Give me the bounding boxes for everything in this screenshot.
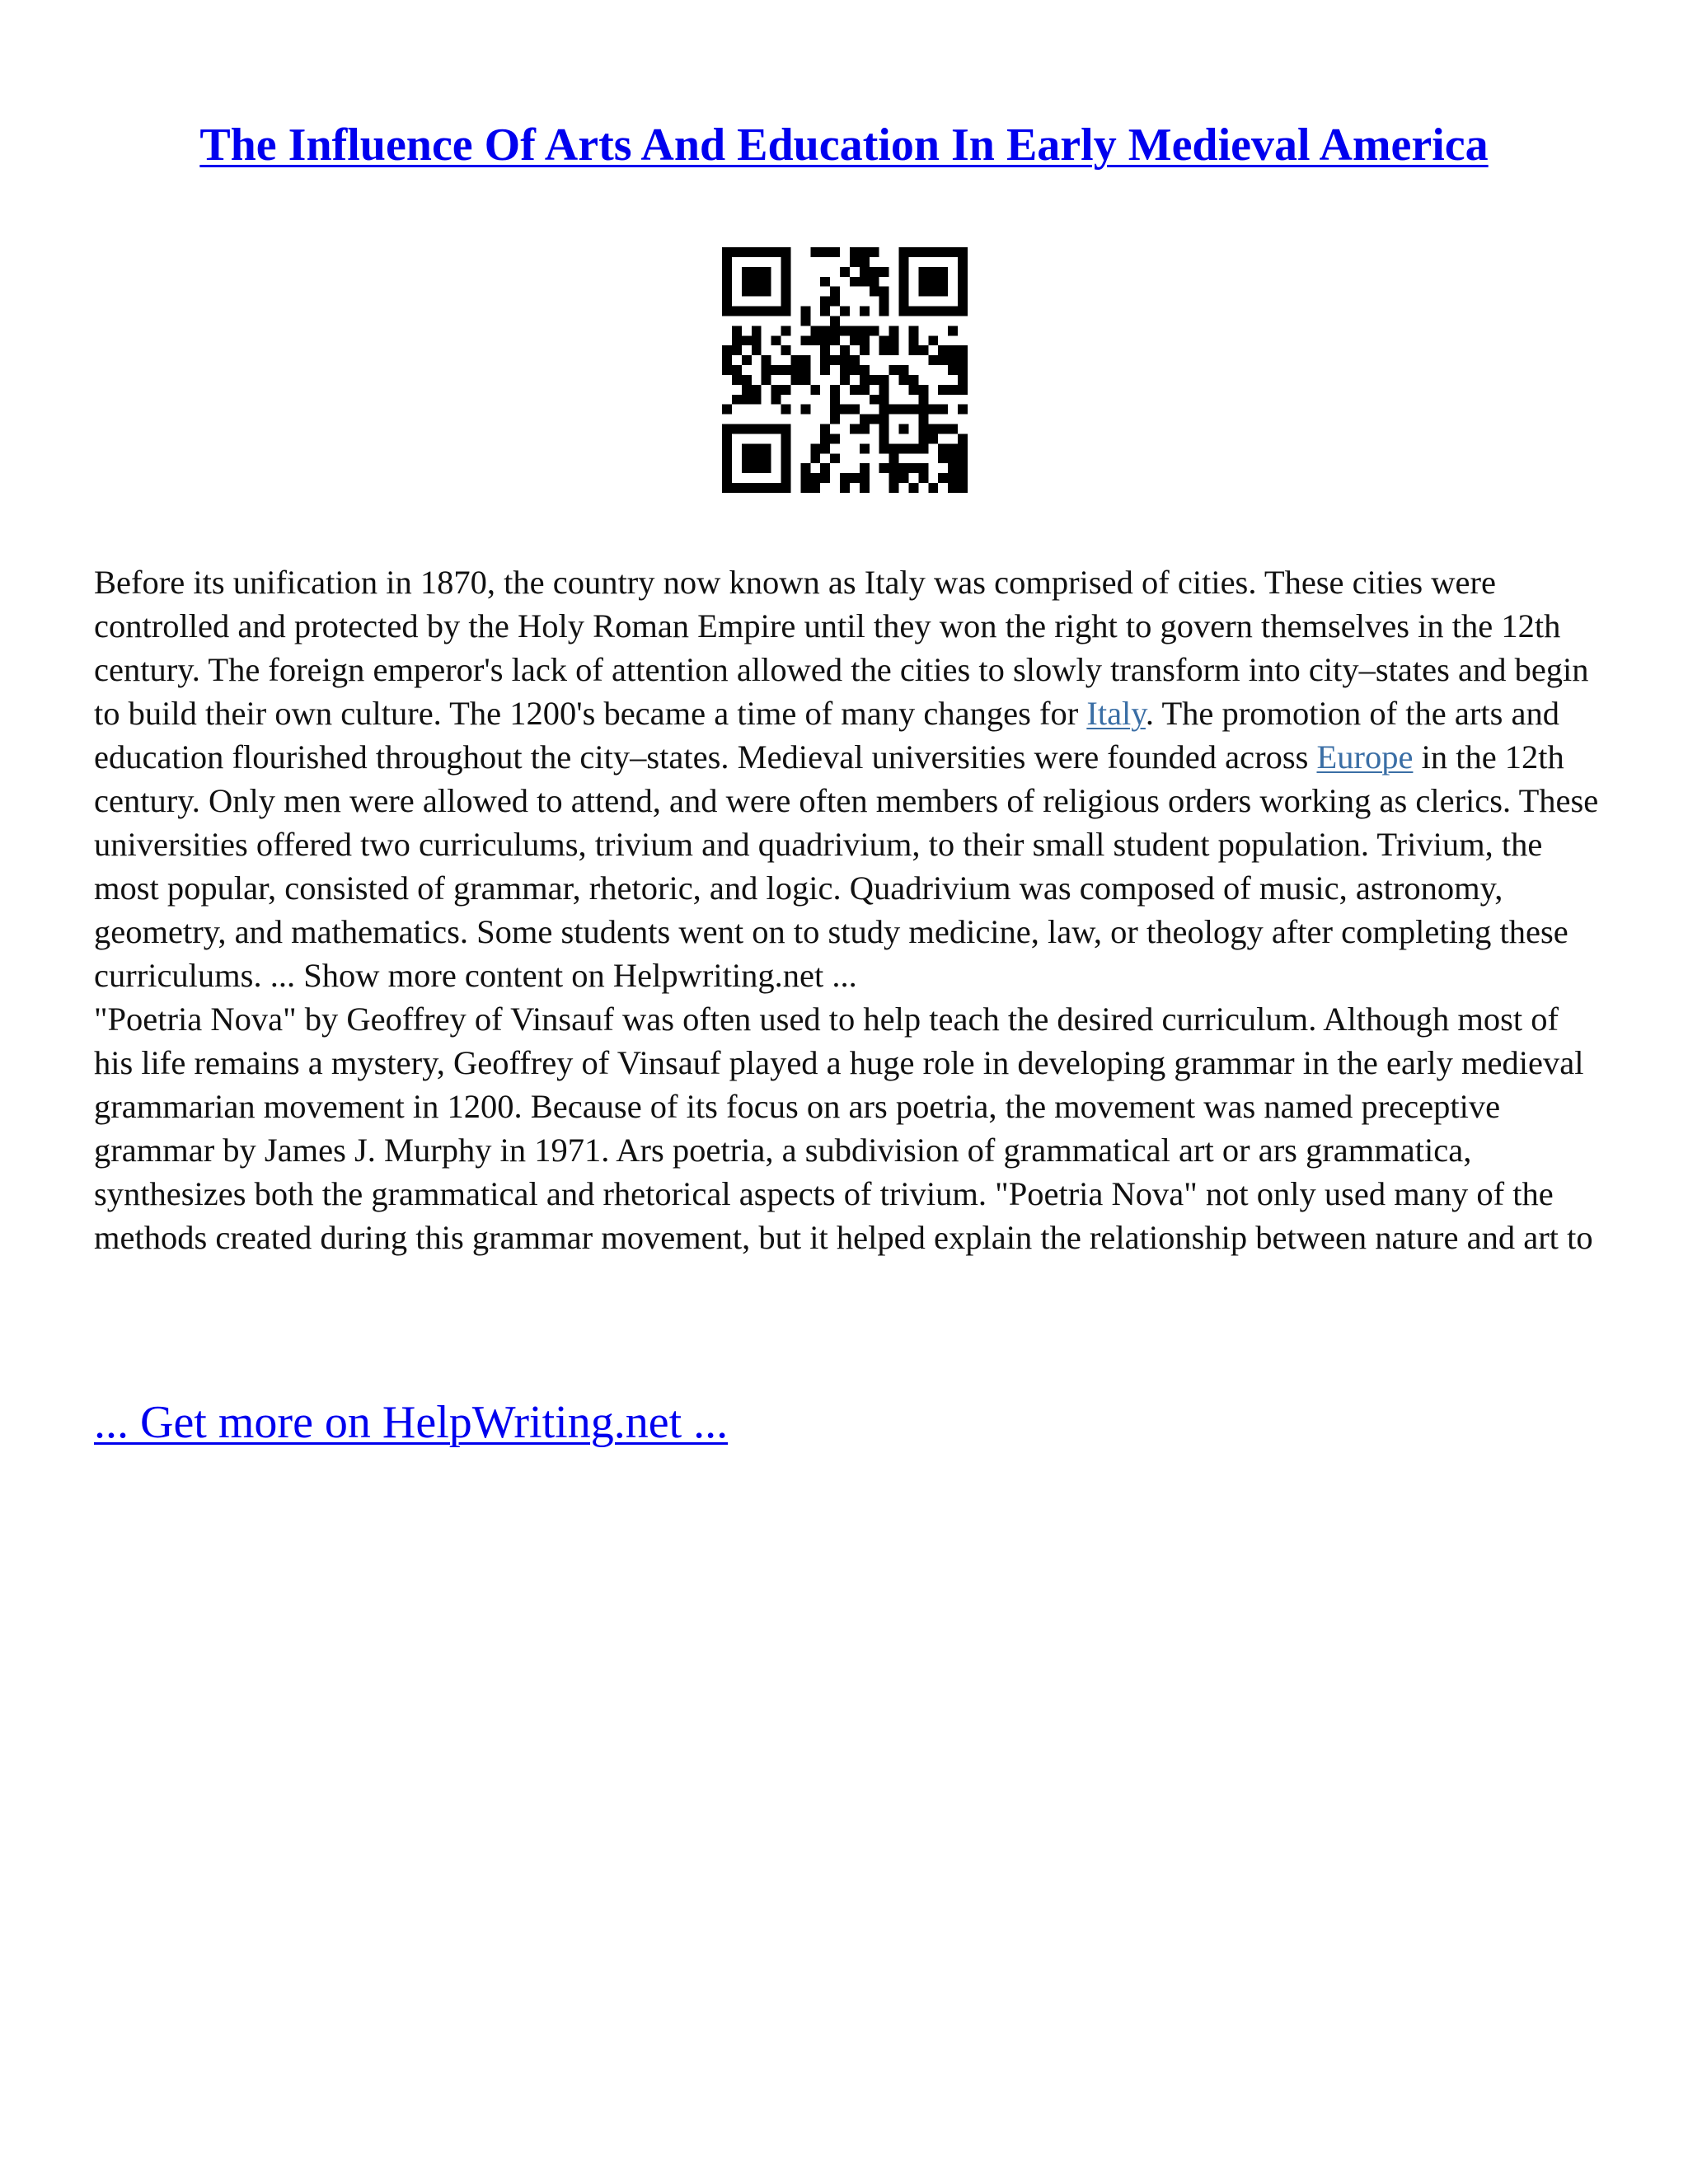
europe-link[interactable]: Europe (1316, 738, 1414, 776)
paragraph-1-text-a: Before its unification in 1870, the country now known as Italy was comprised of cities. These cities were controlled and protected by the Holy Roman Empire until they won the right to govern themselves in the 12th century. The foreign emperor's lack of attention allowed the cities to slowly transform into city–states and begin to build their own culture. The 1200's became a time of many changes for (94, 564, 1589, 732)
title-link[interactable]: The Influence Of Arts And Education In Early Medieval America (199, 120, 1489, 171)
essay-body (94, 560, 1602, 1259)
page-title (0, 115, 1688, 175)
get-more-link[interactable]: ... Get more on HelpWriting.net ... (94, 1397, 729, 1448)
paragraph-2: "Poetria Nova" by Geoffrey of Vinsauf was often used to help teach the desired curriculum. Although most of his life remains a mystery, Geoffrey of Vinsauf played a huge role in developing grammar in the early medieval grammarian movement in 1200. Because of its focus on ars poetria, the movement was named preceptive grammar by James J. Murphy in 1971. Ars poetria, a subdivision of grammatical art or ars grammatica, synthesizes both the grammatical and rhetorical aspects of trivium. "Poetria Nova" not only used many of the methods created during this grammar movement, but it helped explain the relationship between nature and art to (94, 1001, 1593, 1256)
paragraph-1-text-c: in the 12th century. Only men were allowed to attend, and were often members of religious orders working as clerics. These universities offered two curriculums, trivium and quadrivium, to their small student population. Trivium, the most popular, consisted of grammar, rhetoric, and logic. Quadrivium was composed of music, astronomy, geometry, and mathematics. Some students went on to study medicine, law, or theology after completing these curriculums. ... Show more content on Helpwriting.net ... (94, 738, 1599, 994)
get-more-link-line (94, 1393, 728, 1452)
paragraph-1 (94, 560, 1602, 997)
qr-code-icon (722, 247, 968, 493)
paragraph-1-text-b: . The promotion of the arts and education flourished throughout the city–states. Medieval universities were founded across (94, 695, 1559, 776)
italy-link[interactable]: Italy (1086, 695, 1146, 732)
